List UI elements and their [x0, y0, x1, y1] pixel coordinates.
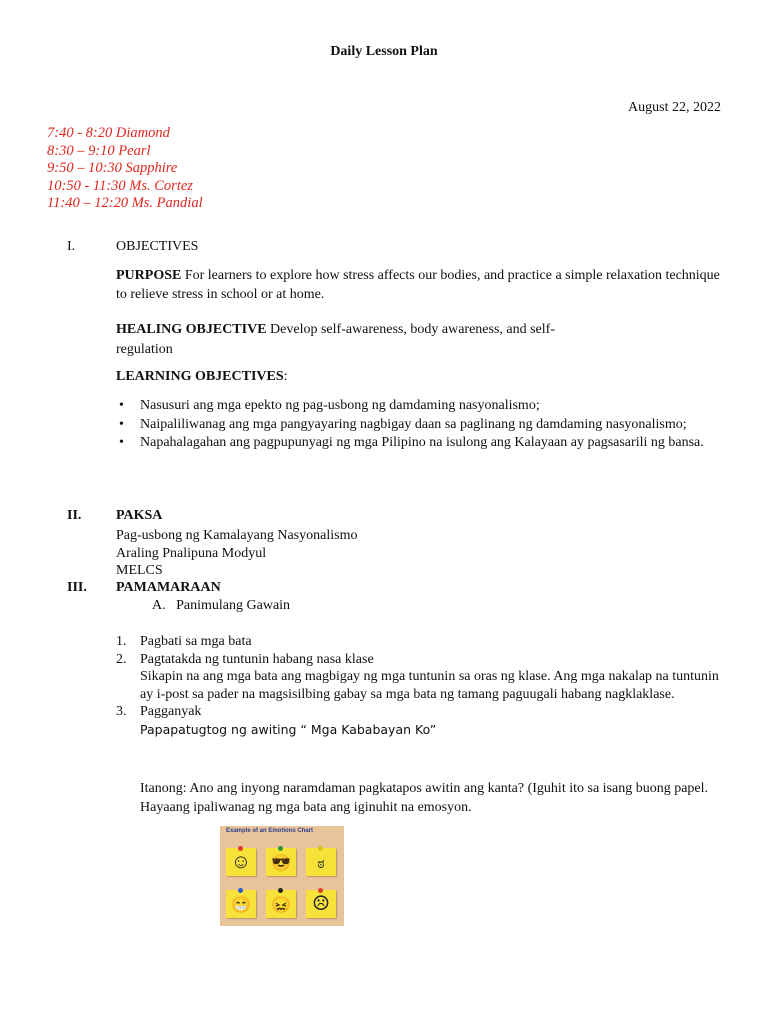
schedule-line: 9:50 – 10:30 Sapphire	[47, 160, 178, 176]
section-numeral-objectives: I.	[67, 239, 76, 254]
healing-text: Develop self-awareness, body awareness, and self-	[266, 322, 555, 337]
paksa-line: Pag-usbong ng Kamalayang Nasyonalismo	[116, 528, 358, 543]
subsection-letter: A.	[152, 598, 166, 613]
healing-label: HEALING OBJECTIVE	[116, 322, 267, 337]
sad-face-icon: ☹	[306, 890, 336, 918]
paksa-heading: PAKSA	[116, 508, 163, 523]
schedule-line: 7:40 - 8:20 Diamond	[47, 125, 170, 141]
purpose-text: For learners to explore how stress affects our bodies, and practice a simple relaxation technique to relieve stress in school or at home.	[116, 268, 720, 302]
schedule-line: 10:50 - 11:30 Ms. Cortez	[47, 177, 193, 194]
confused-face-icon: ಠ	[306, 848, 336, 876]
bullet-icon: •	[119, 398, 124, 413]
list-item: • Napahalagahan ang pagpupunyagi ng mga Pilipino na isulong ang Kalayaan ay pagsasarili ng bansa.	[119, 435, 704, 450]
learning-objectives-list	[116, 397, 728, 453]
paksa-details	[116, 527, 357, 580]
list-item: 2. Pagtatakda ng tuntunin habang nasa klase	[116, 651, 374, 667]
subsection-heading: Panimulang Gawain	[176, 598, 291, 613]
healing-continuation: regulation	[116, 342, 173, 357]
list-item: • Nasusuri ang mga epekto ng pag-usbong ng damdaming nasyonalismo;	[119, 398, 540, 413]
angry-face-icon: 😖	[266, 890, 296, 918]
list-item: • Naipaliliwanag ang mga pangyayaring nagbigay daan sa paglinang ng damdaming nasyonalismo;	[119, 416, 687, 432]
subsection-a	[152, 598, 290, 614]
emotions-chart-image	[220, 826, 344, 926]
bullet-icon: •	[119, 435, 124, 450]
procedure-list	[116, 633, 728, 738]
learning-label: LEARNING OBJECTIVES	[116, 369, 284, 384]
grinning-face-icon: 😁	[226, 890, 256, 918]
learning-colon: :	[283, 369, 288, 384]
list-item: 1. Pagbati sa mga bata	[116, 634, 252, 649]
objectives-heading: OBJECTIVES	[116, 239, 199, 254]
happy-face-icon: ☺	[226, 848, 256, 876]
paksa-line: Araling Pnalipuna Modyul	[116, 545, 267, 561]
document-title: Daily Lesson Plan	[330, 44, 438, 59]
schedule-line: 11:40 – 12:20 Ms. Pandial	[47, 195, 203, 211]
section-numeral-pamamaraan: III.	[67, 580, 87, 595]
emotions-chart-caption: Example of an Emotions Chart	[226, 828, 314, 834]
cool-face-icon: 😎	[266, 848, 296, 876]
motivation-question: Itanong: Ano ang inyong naramdaman pagkatapos awitin ang kanta? (Iguhit ito sa isang buong papel. Hayaang ipaliwanag ng mga bata ang iginuhit na emosyon.	[140, 781, 709, 815]
class-schedule	[47, 125, 203, 213]
document-date: August 22, 2022	[628, 100, 721, 115]
purpose-paragraph	[116, 266, 726, 304]
rules-detail: Sikapin na ang mga bata ang magbigay ng mga tuntunin sa oras ng klase. Ang mga nakalap na tuntunin ay i-post sa pader na magsisilbing gabay sa mga bata ng tamang paguugali habang nagklaklase.	[140, 669, 719, 702]
learning-objectives-heading	[116, 369, 288, 385]
paksa-line: MELCS	[116, 563, 163, 578]
list-item: 3. Pagganyak	[116, 704, 202, 719]
healing-objective	[116, 322, 555, 338]
section-numeral-paksa: II.	[67, 508, 82, 523]
bullet-icon: •	[119, 416, 124, 432]
song-line: Papapatugtog ng awiting “ Mga Kababayan Ko”	[140, 721, 437, 737]
purpose-label: PURPOSE	[116, 268, 182, 283]
pamamaraan-heading: PAMAMARAAN	[116, 580, 221, 595]
schedule-line: 8:30 – 9:10 Pearl	[47, 142, 151, 159]
